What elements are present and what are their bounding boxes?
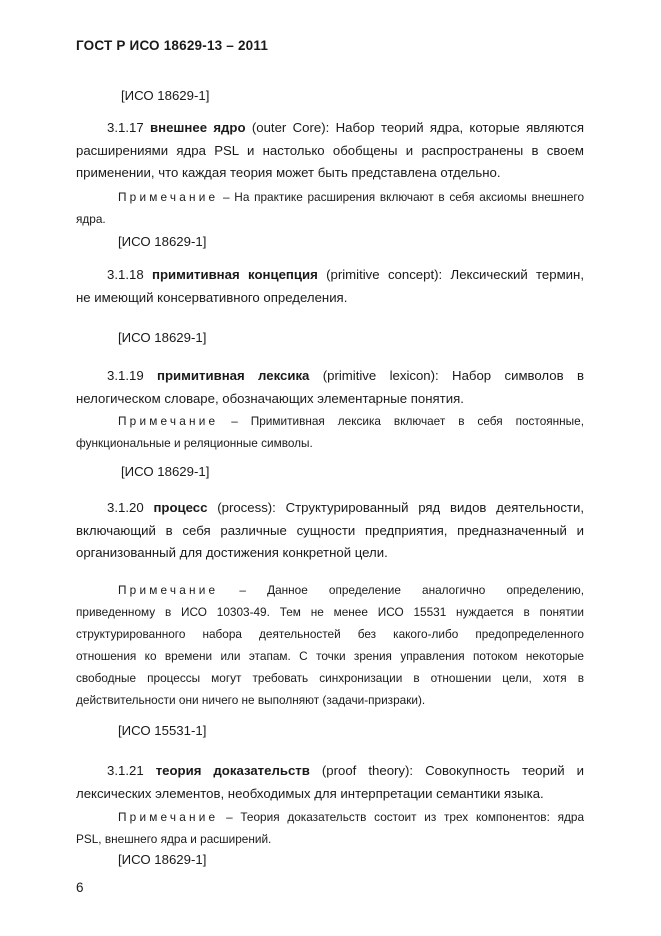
note-line: действительности они ничего не выполняют (задачи-призраки). <box>76 693 426 707</box>
note-label: Примечание <box>118 190 219 204</box>
document-header: ГОСТ Р ИСО 18629-13 – 2011 <box>76 38 269 53</box>
definition-number: 3.1.19 <box>107 368 144 383</box>
definition-3-1-20 <box>76 497 584 565</box>
definition-line: не имеющий консервативного определения. <box>76 289 348 305</box>
note-line <box>76 410 584 432</box>
reference-iso-15531-1: [ИСО 15531-1] <box>118 723 207 738</box>
note-line: приведенному в ИСО 10303-49. Тем не менее ИСО 15531 нуждается в понятии <box>76 605 584 619</box>
note-3-1-21 <box>76 806 584 850</box>
definition-text: (proof theory): Совокупность теорий и <box>321 763 584 778</box>
note-line: структурированного набора деятельностей без какого-либо предопределенного <box>76 627 584 641</box>
definition-number: 3.1.20 <box>107 500 144 515</box>
definition-text: (outer Core): Набор теорий ядра, которые являются <box>251 120 584 135</box>
definition-line: организованный для достижения конкретной цели. <box>76 545 388 560</box>
page-number: 6 <box>76 880 84 895</box>
reference-iso-18629-1: [ИСО 18629-1] <box>121 88 210 103</box>
note-line: PSL, внешнего ядра и расширений. <box>76 832 272 846</box>
definition-term: внешнее ядро <box>150 120 246 135</box>
note-label: Примечание <box>118 810 219 824</box>
definition-line <box>76 117 584 140</box>
definition-3-1-18 <box>76 264 584 309</box>
definition-3-1-21 <box>76 760 584 805</box>
note-line <box>76 186 584 208</box>
definition-term: примитивная лексика <box>157 368 310 383</box>
definition-line <box>76 365 584 388</box>
definition-3-1-19 <box>76 365 584 410</box>
note-text: – Теория доказательств состоит из трех компонентов: ядра <box>226 810 585 824</box>
note-3-1-19 <box>76 410 584 454</box>
reference-iso-18629-1: [ИСО 18629-1] <box>118 852 207 867</box>
definition-line: включающий в себя различные сущности предприятия, предназначенный и <box>76 522 584 538</box>
note-label: Примечание <box>118 414 219 428</box>
definition-line: применении, что каждая теория может быть представлена отдельно. <box>76 165 501 180</box>
definition-text: (primitive concept): Лексический термин, <box>326 267 584 282</box>
definition-3-1-17 <box>76 117 584 185</box>
definition-text: (primitive lexicon): Набор символов в <box>322 368 584 383</box>
definition-number: 3.1.17 <box>107 120 144 135</box>
note-text: – Примитивная лексика включает в себя постоянные, <box>231 414 584 428</box>
definition-number: 3.1.18 <box>107 267 144 282</box>
note-text: – Данное определение аналогично определению, <box>239 583 584 597</box>
note-line: ядра. <box>76 212 106 226</box>
definition-text: (process): Структурированный ряд видов деятельности, <box>217 500 584 515</box>
definition-term: примитивная концепция <box>152 267 318 282</box>
definition-term: процесс <box>153 500 208 515</box>
definition-line <box>76 264 584 287</box>
definition-line: нелогическом словаре, обозначающих элементарные понятия. <box>76 390 464 406</box>
note-line <box>76 806 584 828</box>
definition-line: лексических элементов, необходимых для интерпретации семантики языка. <box>76 785 544 801</box>
definition-line <box>76 497 584 520</box>
note-line <box>76 579 584 601</box>
definition-term: теория доказательств <box>155 763 310 778</box>
note-3-1-20 <box>76 579 584 711</box>
reference-iso-18629-1: [ИСО 18629-1] <box>118 234 207 249</box>
reference-iso-18629-1: [ИСО 18629-1] <box>121 464 210 479</box>
note-text: – На практике расширения включают в себя аксиомы внешнего <box>223 190 585 204</box>
note-line: функциональные и реляционные символы. <box>76 436 313 450</box>
definition-number: 3.1.21 <box>107 763 144 778</box>
definition-line <box>76 760 584 783</box>
note-line: свободные процессы могут требовать синхронизации в отношении цели, хотя в <box>76 671 584 685</box>
note-label: Примечание <box>118 583 219 597</box>
reference-iso-18629-1: [ИСО 18629-1] <box>118 330 207 345</box>
note-3-1-17 <box>76 186 584 230</box>
note-line: отношения ко времени или этапам. С точки зрения управления потоком некоторые <box>76 649 584 663</box>
definition-line: расширениями ядра PSL и настолько обобщены и распространены в своем <box>76 142 584 158</box>
